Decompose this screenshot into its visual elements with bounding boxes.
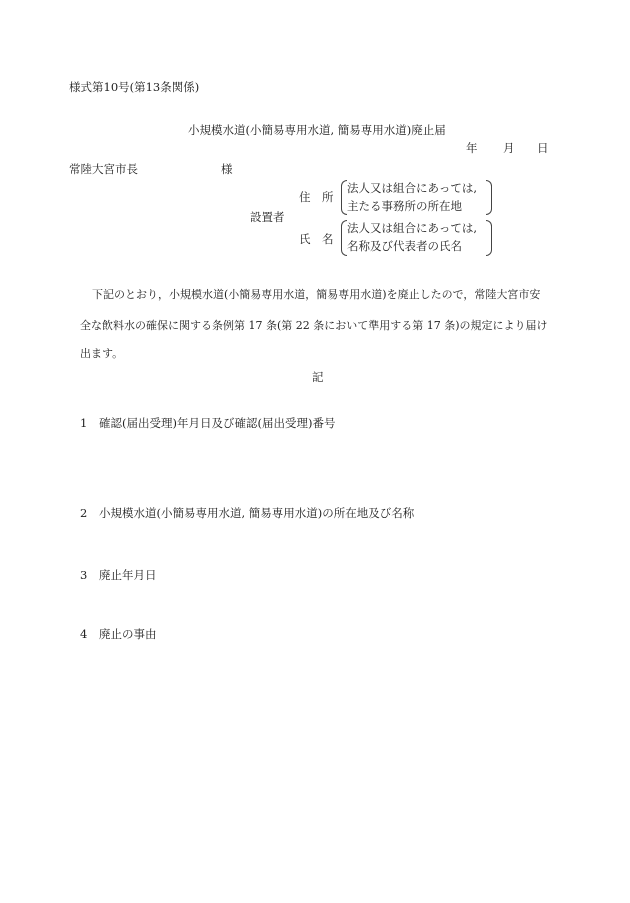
date-year: 年 [466, 141, 478, 155]
body-line-3: 出ます。 [80, 347, 124, 360]
address-note-line1: 法人又は組合にあっては, [347, 181, 478, 195]
item-number: 1 [80, 416, 88, 430]
name-label: 氏 名 [299, 232, 334, 246]
item-number: 3 [80, 568, 88, 582]
address-label: 住 所 [299, 190, 334, 204]
addressee-honorific: 様 [221, 162, 233, 176]
item-number: 2 [80, 506, 88, 520]
address-note-line2: 主たる事務所の所在地 [347, 199, 462, 213]
date-month: 月 [503, 141, 515, 155]
installer-label: 設置者 [250, 210, 285, 224]
addressee-name: 常陸大宮市長 [69, 162, 138, 176]
body-line-2: 全な飲料水の確保に関する条例第 17 条(第 22 条において準用する第 17 条)の規定により届け [80, 319, 548, 332]
address-bracket-right [486, 180, 492, 215]
ki-heading: 記 [312, 370, 324, 384]
item-text: 廃止年月日 [99, 568, 157, 582]
name-note-line2: 名称及び代表者の氏名 [347, 239, 462, 253]
item-text: 廃止の事由 [99, 627, 157, 641]
form-label: 様式第10号(第13条関係) [69, 80, 200, 94]
body-line-1: 下記のとおり，小規模水道(小簡易専用水道，簡易専用水道)を廃止したので，常陸大宮市安 [92, 288, 541, 301]
item-text: 小規模水道(小簡易専用水道, 簡易専用水道)の所在地及び名称 [99, 506, 415, 520]
name-bracket-right [486, 220, 492, 256]
item-number: 4 [80, 627, 88, 641]
name-note-line1: 法人又は組合にあっては, [347, 221, 478, 235]
item-text: 確認(届出受理)年月日及び確認(届出受理)番号 [99, 416, 336, 430]
date-day: 日 [537, 141, 549, 155]
document-title: 小規模水道(小簡易専用水道, 簡易専用水道)廃止届 [188, 123, 446, 137]
